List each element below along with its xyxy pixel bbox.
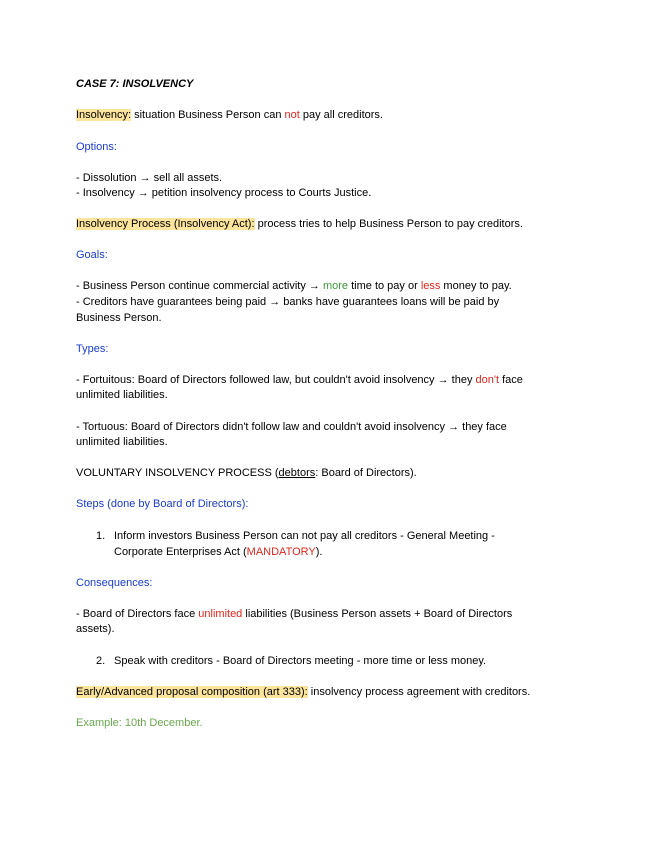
consequence-emph: unlimited — [198, 608, 243, 620]
definition-post: pay all creditors. — [299, 109, 383, 121]
step1-line2-pre: Corporate Enterprises Act ( — [114, 546, 247, 558]
definition-line — [76, 108, 383, 122]
goal-item-1 — [76, 279, 512, 293]
consequences-heading: Consequences: — [76, 577, 153, 589]
option-item-insolvency: - Insolvency → petition insolvency process to Courts Justice. — [76, 187, 372, 199]
definition-emph: not — [284, 109, 300, 121]
process-text: process tries to help Business Person to pay creditors. — [254, 218, 523, 230]
types-heading: Types: — [76, 343, 109, 355]
type-tortuous-line1: - Tortuous: Board of Directors didn't follow law and couldn't avoid insolvency → they face — [76, 421, 507, 433]
type1-emph: don't — [475, 374, 500, 386]
option-item-dissolution: - Dissolution → sell all assets. — [76, 172, 223, 184]
voluntary-debtors: debtors — [278, 467, 316, 479]
step-2-text: Speak with creditors - Board of Directors meeting - more time or less money. — [114, 655, 487, 667]
consequence-post: liabilities (Business Person assets + Board of Directors — [242, 608, 513, 620]
consequence-line1 — [76, 607, 512, 621]
consequence-line2: assets). — [76, 623, 115, 635]
page-title: CASE 7: INSOLVENCY — [76, 78, 194, 90]
goals-heading: Goals: — [76, 249, 108, 261]
goal1-less: less — [420, 280, 441, 292]
type1-post: face — [499, 374, 523, 386]
type-fortuitous-line2: unlimited liabilities. — [76, 389, 168, 401]
goal1-post: money to pay. — [440, 280, 512, 292]
type1-pre: - Fortuitous: Board of Directors followed law, but couldn't avoid insolvency → they — [76, 374, 476, 386]
goal-item-2-line2: Business Person. — [76, 312, 162, 324]
example-line: Example: 10th December. — [76, 717, 203, 729]
term-early-proposal: Early/Advanced proposal composition (art 333): — [76, 686, 308, 698]
steps-heading: Steps (done by Board of Directors): — [76, 498, 249, 510]
early-text: insolvency process agreement with creditors. — [307, 686, 531, 698]
term-insolvency-process: Insolvency Process (Insolvency Act): — [76, 218, 255, 230]
goal1-pre: - Business Person continue commercial activity → — [76, 280, 323, 292]
options-heading: Options: — [76, 141, 117, 153]
step-2-number: 2. — [96, 655, 106, 667]
type-tortuous-line2: unlimited liabilities. — [76, 436, 168, 448]
process-line — [76, 217, 523, 231]
goal1-more: more — [322, 280, 349, 292]
term-insolvency: Insolvency: — [76, 109, 132, 121]
voluntary-pre: VOLUNTARY INSOLVENCY PROCESS ( — [76, 467, 279, 479]
step1-mandatory: MANDATORY — [246, 546, 316, 558]
voluntary-post: : Board of Directors). — [315, 467, 417, 479]
voluntary-process-line — [76, 466, 417, 480]
step-1-line1: Inform investors Business Person can not pay all creditors - General Meeting - — [114, 530, 495, 542]
step1-line2-post: ). — [315, 546, 323, 558]
type-fortuitous-line1 — [76, 373, 523, 387]
goal-item-2-line1: - Creditors have guarantees being paid → banks have guarantees loans will be paid by — [76, 296, 500, 308]
step-1-number: 1. — [96, 530, 106, 542]
early-proposal-line — [76, 685, 530, 699]
definition-pre: situation Business Person can — [131, 109, 285, 121]
step-1-line2 — [114, 545, 322, 559]
goal1-mid: time to pay or — [348, 280, 421, 292]
consequence-pre: - Board of Directors face — [76, 608, 199, 620]
